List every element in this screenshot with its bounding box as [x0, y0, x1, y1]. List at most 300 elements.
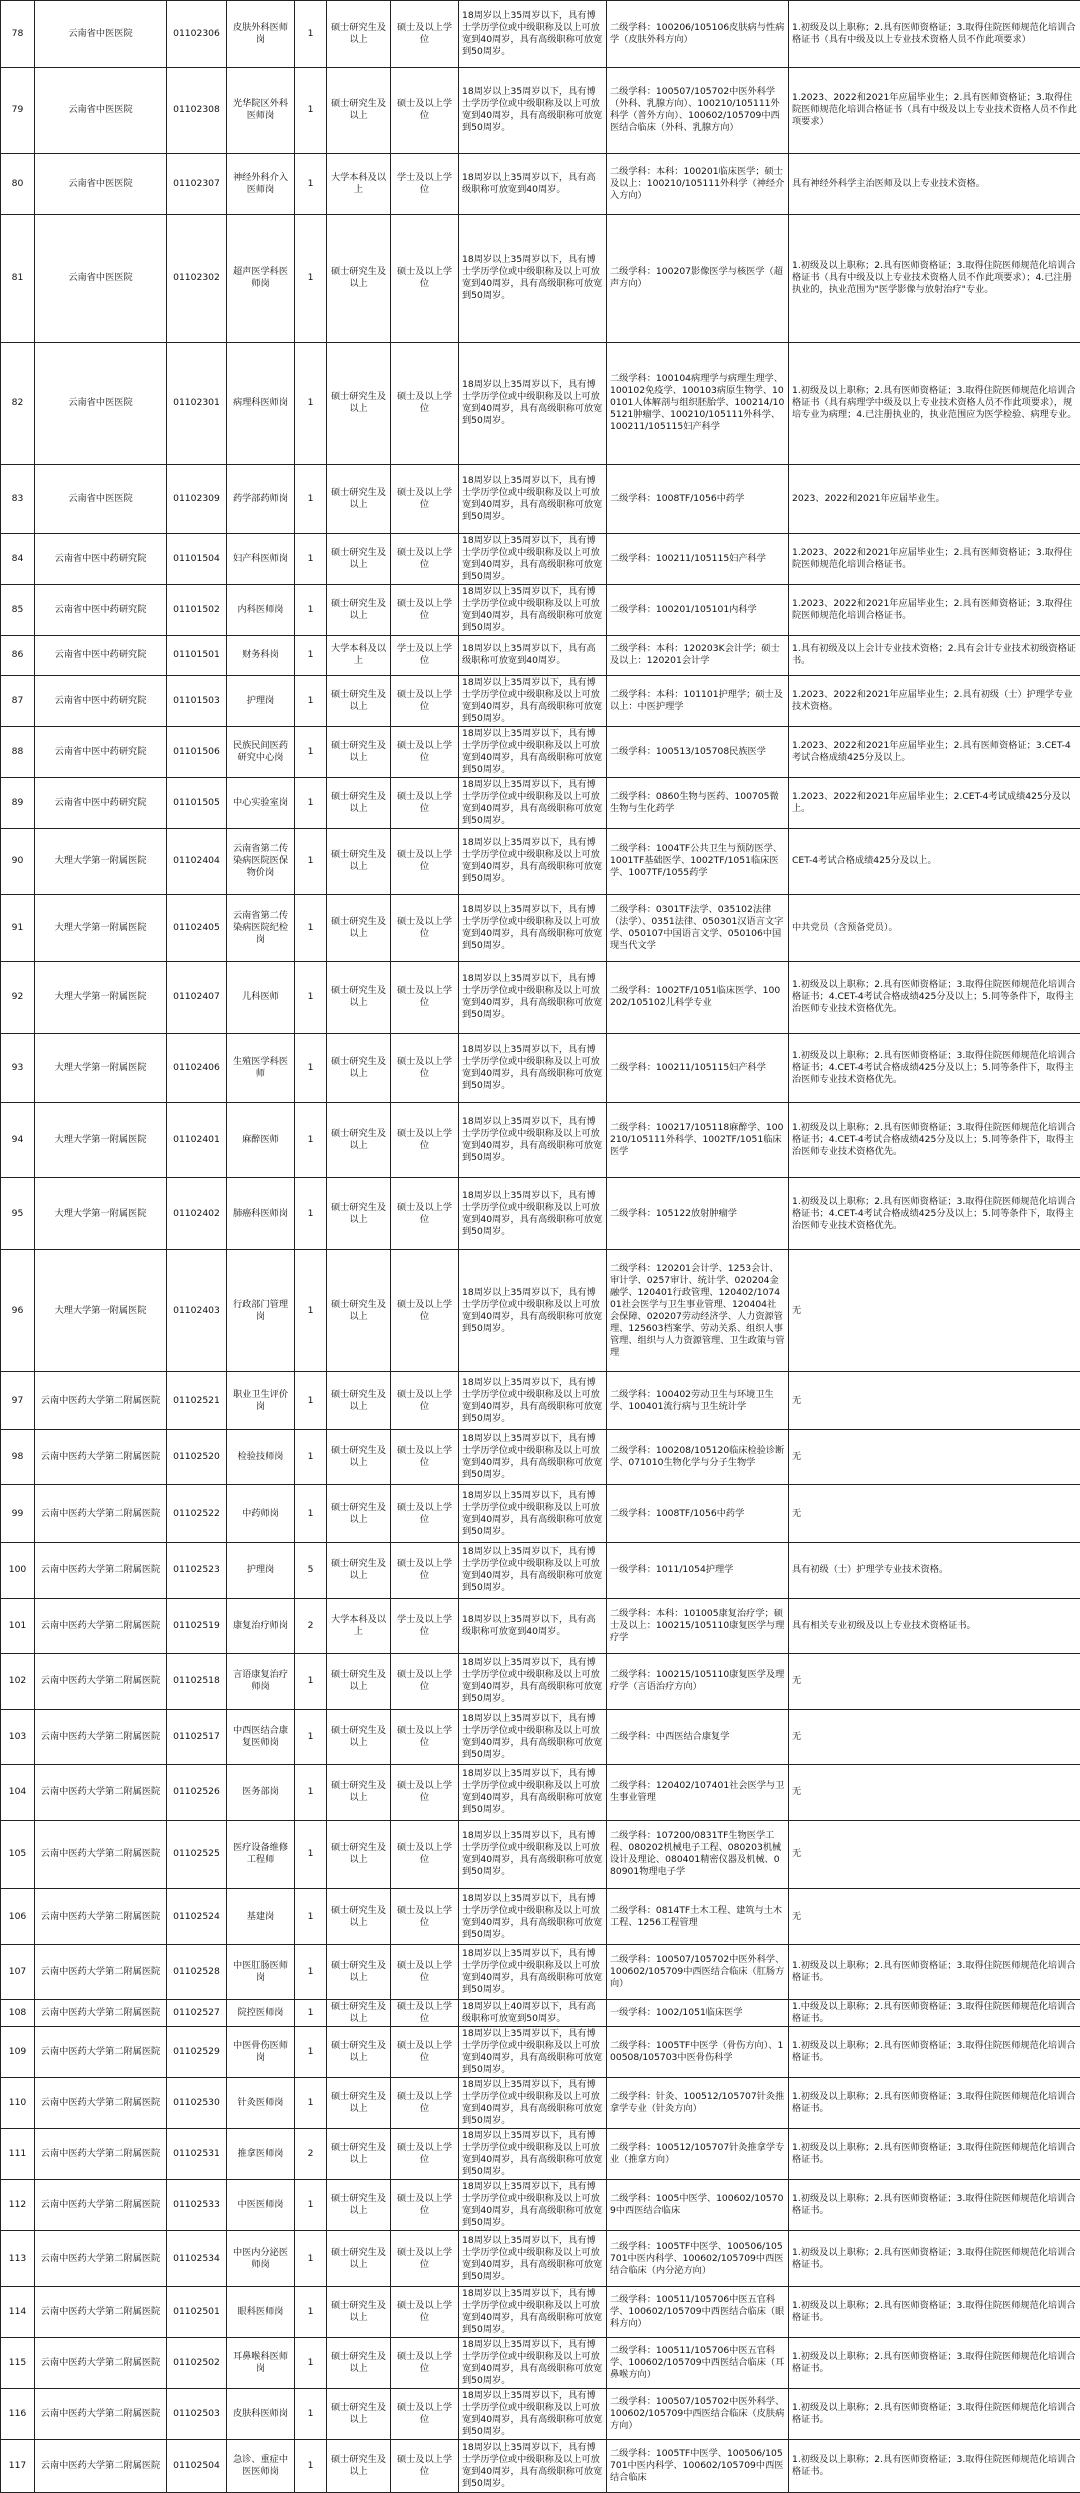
employer-unit: 云南中医药大学第二附属医院	[35, 2078, 167, 2129]
education-requirement: 硕士研究生及以上	[327, 2388, 391, 2439]
degree-requirement: 硕士及以上学位	[391, 2286, 459, 2337]
employer-unit: 云南中医药大学第二附属医院	[35, 1654, 167, 1709]
hire-count: 1	[295, 1102, 327, 1177]
other-requirements: 1.初级及以上职称；2.具有医师资格证；3.取得住院医师规范化培训合格证书。	[789, 2439, 1080, 2492]
other-requirements: 1.初级及以上职称；2.具有医师资格证；3.取得住院医师规范化培训合格证书。	[789, 2337, 1080, 2388]
post-code: 01102534	[167, 2231, 227, 2286]
other-requirements: 2023、2022和2021年应届毕业生。	[789, 464, 1080, 533]
table-row	[1, 2000, 1080, 2027]
post-name: 皮肤科医师岗	[227, 2388, 295, 2439]
other-requirements: 1.初级及以上职称；2.具有医师资格证；3.取得住院医师规范化培训合格证书；4.CET-4考试合格成绩425分及以上；5.同等条件下，取得主治医师专业技术资格优先。	[789, 1033, 1080, 1102]
employer-unit: 云南中医药大学第二附属医院	[35, 2000, 167, 2027]
degree-requirement: 硕士及以上学位	[391, 1429, 459, 1484]
table-row	[1, 1765, 1080, 1820]
age-requirement: 18周岁以上35周岁以下，具有博士学历学位或中级职称及以上可放宽到40周岁，具有高级职称可放宽到50周岁。	[459, 895, 607, 962]
degree-requirement: 硕士及以上学位	[391, 726, 459, 777]
table-row	[1, 2129, 1080, 2180]
row-number: 103	[1, 1709, 35, 1764]
degree-requirement: 硕士及以上学位	[391, 895, 459, 962]
degree-requirement: 硕士及以上学位	[391, 1102, 459, 1177]
post-name: 耳鼻喉科医师岗	[227, 2337, 295, 2388]
row-number: 95	[1, 1178, 35, 1250]
other-requirements: 1.2023、2022和2021年应届毕业生；2.具有医师资格证；3.CET-4考试合格成绩425分及以上。	[789, 726, 1080, 777]
hire-count: 1	[295, 777, 327, 828]
major-requirement: 二级学科：100207影像医学与核医学（超声方向）	[607, 215, 789, 343]
degree-requirement: 硕士及以上学位	[391, 67, 459, 154]
education-requirement: 硕士研究生及以上	[327, 1765, 391, 1820]
age-requirement: 18周岁以上35周岁以下，具有博士学历学位或中级职称及以上可放宽到40周岁，具有高级职称可放宽到50周岁。	[459, 2439, 607, 2492]
other-requirements: 1.初级及以上职称；2.具有医师资格证；3.取得住院医师规范化培训合格证书；4.CET-4考试合格成绩425分及以上；5.同等条件下，取得主治医师专业技术资格优先。	[789, 1102, 1080, 1177]
row-number: 114	[1, 2286, 35, 2337]
post-code: 01102307	[167, 154, 227, 215]
education-requirement: 硕士研究生及以上	[327, 215, 391, 343]
age-requirement: 18周岁以上35周岁以下，具有高级职称可放宽到40周岁。	[459, 635, 607, 675]
table-row	[1, 1178, 1080, 1250]
table-row	[1, 1102, 1080, 1177]
post-name: 行政部门管理岗	[227, 1250, 295, 1372]
employer-unit: 云南中医药大学第二附属医院	[35, 2027, 167, 2078]
education-requirement: 硕士研究生及以上	[327, 828, 391, 895]
age-requirement: 18周岁以上35周岁以下，具有博士学历学位或中级职称及以上可放宽到40周岁，具有高级职称可放宽到50周岁。	[459, 67, 607, 154]
post-code: 01102309	[167, 464, 227, 533]
other-requirements: 1.2023、2022和2021年应届毕业生；2.具有医师资格证；3.取得住院医师规范化培训合格证书。	[789, 533, 1080, 584]
table-row	[1, 1429, 1080, 1484]
other-requirements: 具有相关专业初级及以上专业技术资格证书。	[789, 1598, 1080, 1653]
major-requirement: 二级学科：105122放射肿瘤学	[607, 1178, 789, 1250]
major-requirement: 二级学科：中西医结合康复学	[607, 1709, 789, 1764]
post-name: 言语康复治疗师岗	[227, 1654, 295, 1709]
employer-unit: 云南省中医医院	[35, 1, 167, 68]
other-requirements: 1.中级及以上职称；2.具有医师资格证；3.取得住院医师规范化培训合格证书。	[789, 2000, 1080, 2027]
post-name: 眼科医师岗	[227, 2286, 295, 2337]
post-name: 急诊、重症中医医师岗	[227, 2439, 295, 2492]
post-name: 护理岗	[227, 1543, 295, 1598]
employer-unit: 云南中医药大学第二附属医院	[35, 2388, 167, 2439]
row-number: 79	[1, 67, 35, 154]
education-requirement: 硕士研究生及以上	[327, 2000, 391, 2027]
age-requirement: 18周岁以上35周岁以下，具有高级职称可放宽到40周岁。	[459, 1598, 607, 1653]
post-code: 01102521	[167, 1372, 227, 1430]
hire-count: 1	[295, 1654, 327, 1709]
major-requirement: 二级学科：100206/105106皮肤病与性病学（皮肤外科方向）	[607, 1, 789, 68]
row-number: 92	[1, 961, 35, 1033]
table-row	[1, 2337, 1080, 2388]
degree-requirement: 硕士及以上学位	[391, 1820, 459, 1889]
education-requirement: 硕士研究生及以上	[327, 1372, 391, 1430]
major-requirement: 二级学科：本科：101101护理学；硕士及以上：中医护理学	[607, 675, 789, 726]
post-name: 神经外科介入医师岗	[227, 154, 295, 215]
post-name: 职业卫生评价岗	[227, 1372, 295, 1430]
row-number: 88	[1, 726, 35, 777]
post-code: 01102527	[167, 2000, 227, 2027]
major-requirement: 二级学科：0860生物与医药、100705微生物与生化药学	[607, 777, 789, 828]
degree-requirement: 硕士及以上学位	[391, 2439, 459, 2492]
row-number: 108	[1, 2000, 35, 2027]
hire-count: 1	[295, 154, 327, 215]
other-requirements: 无	[789, 1709, 1080, 1764]
education-requirement: 硕士研究生及以上	[327, 961, 391, 1033]
degree-requirement: 硕士及以上学位	[391, 777, 459, 828]
hire-count: 1	[295, 635, 327, 675]
education-requirement: 硕士研究生及以上	[327, 2180, 391, 2231]
post-name: 医务部岗	[227, 1765, 295, 1820]
row-number: 81	[1, 215, 35, 343]
hire-count: 1	[295, 67, 327, 154]
education-requirement: 硕士研究生及以上	[327, 1102, 391, 1177]
post-code: 01102501	[167, 2286, 227, 2337]
age-requirement: 18周岁以上35周岁以下，具有博士学历学位或中级职称及以上可放宽到40周岁，具有高级职称可放宽到50周岁。	[459, 1, 607, 68]
row-number: 102	[1, 1654, 35, 1709]
degree-requirement: 学士及以上学位	[391, 154, 459, 215]
age-requirement: 18周岁以上35周岁以下，具有博士学历学位或中级职称及以上可放宽到40周岁，具有高级职称可放宽到50周岁。	[459, 2231, 607, 2286]
employer-unit: 云南中医药大学第二附属医院	[35, 2231, 167, 2286]
other-requirements: 无	[789, 1372, 1080, 1430]
other-requirements: 中共党员（含预备党员）。	[789, 895, 1080, 962]
hire-count: 1	[295, 895, 327, 962]
major-requirement: 二级学科：针灸、100512/105707针灸推拿学专业（针灸方向）	[607, 2078, 789, 2129]
post-code: 01102301	[167, 342, 227, 464]
hire-count: 1	[295, 342, 327, 464]
degree-requirement: 硕士及以上学位	[391, 1765, 459, 1820]
post-name: 中医内分泌医师岗	[227, 2231, 295, 2286]
other-requirements: 1.初级及以上职称；2.具有医师资格证；3.取得住院医师规范化培训合格证书（具有中级及以上专业技术资格人员不作此项要求）；4.已注册执业的，执业范围为"医学影像与放射治疗"专业。	[789, 215, 1080, 343]
hire-count: 1	[295, 1709, 327, 1764]
age-requirement: 18周岁以上35周岁以下，具有博士学历学位或中级职称及以上可放宽到40周岁，具有高级职称可放宽到50周岁。	[459, 1709, 607, 1764]
education-requirement: 硕士研究生及以上	[327, 1033, 391, 1102]
education-requirement: 硕士研究生及以上	[327, 895, 391, 962]
employer-unit: 大理大学第一附属医院	[35, 895, 167, 962]
hire-count: 1	[295, 1485, 327, 1543]
table-row	[1, 895, 1080, 962]
age-requirement: 18周岁以上35周岁以下，具有博士学历学位或中级职称及以上可放宽到40周岁，具有高级职称可放宽到50周岁。	[459, 1820, 607, 1889]
age-requirement: 18周岁以上35周岁以下，具有博士学历学位或中级职称及以上可放宽到40周岁，具有高级职称可放宽到50周岁。	[459, 726, 607, 777]
post-name: 中医骨伤医师岗	[227, 2027, 295, 2078]
post-code: 01102519	[167, 1598, 227, 1653]
major-requirement: 一级学科：1002/1051临床医学	[607, 2000, 789, 2027]
row-number: 89	[1, 777, 35, 828]
other-requirements: 1.初级及以上职称；2.具有医师资格证；3.取得住院医师规范化培训合格证书。	[789, 2078, 1080, 2129]
degree-requirement: 硕士及以上学位	[391, 675, 459, 726]
education-requirement: 硕士研究生及以上	[327, 1709, 391, 1764]
post-code: 01101506	[167, 726, 227, 777]
employer-unit: 大理大学第一附属医院	[35, 1250, 167, 1372]
education-requirement: 硕士研究生及以上	[327, 675, 391, 726]
degree-requirement: 硕士及以上学位	[391, 2129, 459, 2180]
hire-count: 1	[295, 1033, 327, 1102]
hire-count: 2	[295, 2129, 327, 2180]
degree-requirement: 硕士及以上学位	[391, 1033, 459, 1102]
row-number: 100	[1, 1543, 35, 1598]
employer-unit: 大理大学第一附属医院	[35, 828, 167, 895]
education-requirement: 硕士研究生及以上	[327, 584, 391, 635]
age-requirement: 18周岁以上35周岁以下，具有博士学历学位或中级职称及以上可放宽到40周岁，具有高级职称可放宽到50周岁。	[459, 1765, 607, 1820]
hire-count: 1	[295, 584, 327, 635]
other-requirements: 无	[789, 1820, 1080, 1889]
row-number: 113	[1, 2231, 35, 2286]
table-row	[1, 1889, 1080, 1944]
table-row	[1, 1944, 1080, 1999]
education-requirement: 硕士研究生及以上	[327, 342, 391, 464]
hire-count: 1	[295, 2078, 327, 2129]
employer-unit: 大理大学第一附属医院	[35, 1033, 167, 1102]
other-requirements: CET-4考试合格成绩425分及以上。	[789, 828, 1080, 895]
post-name: 中西医结合康复医师岗	[227, 1709, 295, 1764]
other-requirements: 1.初级及以上职称；2.具有医师资格证；3.取得住院医师规范化培训合格证书。	[789, 2180, 1080, 2231]
employer-unit: 云南省中医医院	[35, 215, 167, 343]
post-code: 01102530	[167, 2078, 227, 2129]
post-code: 01102404	[167, 828, 227, 895]
row-number: 84	[1, 533, 35, 584]
hire-count: 1	[295, 464, 327, 533]
hire-count: 5	[295, 1543, 327, 1598]
other-requirements: 1.具有初级及以上会计专业技术资格；2.具有会计专业技术初级资格证书。	[789, 635, 1080, 675]
major-requirement: 二级学科：107200/0831TF生物医学工程、080202机械电子工程、080203机械设计及理论、080401精密仪器及机械、080901物理电子学	[607, 1820, 789, 1889]
employer-unit: 云南省中医中药研究院	[35, 584, 167, 635]
hire-count: 1	[295, 533, 327, 584]
employer-unit: 云南中医药大学第二附属医院	[35, 2129, 167, 2180]
post-name: 财务科岗	[227, 635, 295, 675]
employer-unit: 大理大学第一附属医院	[35, 1178, 167, 1250]
education-requirement: 硕士研究生及以上	[327, 1889, 391, 1944]
education-requirement: 硕士研究生及以上	[327, 777, 391, 828]
other-requirements: 1.初级及以上职称；2.具有医师资格证；3.取得住院医师规范化培训合格证书。	[789, 2129, 1080, 2180]
table-row	[1, 828, 1080, 895]
table-row	[1, 2388, 1080, 2439]
employer-unit: 云南中医药大学第二附属医院	[35, 2286, 167, 2337]
major-requirement: 二级学科：100211/105115妇产科学	[607, 533, 789, 584]
post-code: 01102533	[167, 2180, 227, 2231]
other-requirements: 无	[789, 1250, 1080, 1372]
degree-requirement: 硕士及以上学位	[391, 1, 459, 68]
other-requirements: 无	[789, 1485, 1080, 1543]
employer-unit: 大理大学第一附属医院	[35, 1102, 167, 1177]
major-requirement: 二级学科：1005TF中医学、100506/105701中医内科学、100602/105709中西医结合临床	[607, 2439, 789, 2492]
employer-unit: 云南中医药大学第二附属医院	[35, 2180, 167, 2231]
education-requirement: 硕士研究生及以上	[327, 2286, 391, 2337]
degree-requirement: 硕士及以上学位	[391, 1372, 459, 1430]
hire-count: 1	[295, 961, 327, 1033]
major-requirement: 二级学科：1008TF/1056中药学	[607, 1485, 789, 1543]
employer-unit: 云南中医药大学第二附属医院	[35, 1944, 167, 1999]
post-name: 民族民间医药研究中心岗	[227, 726, 295, 777]
age-requirement: 18周岁以上35周岁以下，具有博士学历学位或中级职称及以上可放宽到40周岁，具有高级职称可放宽到50周岁。	[459, 1485, 607, 1543]
post-code: 01102525	[167, 1820, 227, 1889]
major-requirement: 二级学科：100201/105101内科学	[607, 584, 789, 635]
education-requirement: 硕士研究生及以上	[327, 1250, 391, 1372]
row-number: 112	[1, 2180, 35, 2231]
post-name: 院控医师岗	[227, 2000, 295, 2027]
education-requirement: 硕士研究生及以上	[327, 1178, 391, 1250]
post-code: 01102406	[167, 1033, 227, 1102]
degree-requirement: 硕士及以上学位	[391, 2180, 459, 2231]
post-code: 01102518	[167, 1654, 227, 1709]
education-requirement: 硕士研究生及以上	[327, 464, 391, 533]
employer-unit: 云南中医药大学第二附属医院	[35, 1889, 167, 1944]
education-requirement: 硕士研究生及以上	[327, 2027, 391, 2078]
major-requirement: 二级学科：1004TF公共卫生与预防医学、1001TF基础医学、1002TF/1051临床医学、1007TF/1055药学	[607, 828, 789, 895]
other-requirements: 1.初级及以上职称；2.具有医师资格证；3.取得住院医师规范化培训合格证书；4.CET-4考试合格成绩425分及以上；5.同等条件下，取得主治医师专业技术资格优先。	[789, 961, 1080, 1033]
degree-requirement: 硕士及以上学位	[391, 2000, 459, 2027]
post-name: 药学部药师岗	[227, 464, 295, 533]
post-name: 妇产科医师岗	[227, 533, 295, 584]
post-code: 01102308	[167, 67, 227, 154]
post-name: 生殖医学科医师	[227, 1033, 295, 1102]
degree-requirement: 学士及以上学位	[391, 635, 459, 675]
post-name: 儿科医师	[227, 961, 295, 1033]
hire-count: 1	[295, 215, 327, 343]
row-number: 94	[1, 1102, 35, 1177]
other-requirements: 1.2023、2022和2021年应届毕业生；2.具有医师资格证；3.取得住院医师规范化培训合格证书。	[789, 584, 1080, 635]
hire-count: 1	[295, 2337, 327, 2388]
age-requirement: 18周岁以上35周岁以下，具有博士学历学位或中级职称及以上可放宽到40周岁，具有高级职称可放宽到50周岁。	[459, 1178, 607, 1250]
employer-unit: 云南省中医医院	[35, 342, 167, 464]
employer-unit: 云南中医药大学第二附属医院	[35, 2337, 167, 2388]
age-requirement: 18周岁以上35周岁以下，具有博士学历学位或中级职称及以上可放宽到40周岁，具有高级职称可放宽到50周岁。	[459, 533, 607, 584]
education-requirement: 硕士研究生及以上	[327, 1485, 391, 1543]
degree-requirement: 硕士及以上学位	[391, 1178, 459, 1250]
post-name: 云南省第二传染病医院纪检岗	[227, 895, 295, 962]
post-code: 01101501	[167, 635, 227, 675]
table-row	[1, 675, 1080, 726]
age-requirement: 18周岁以上35周岁以下，具有博士学历学位或中级职称及以上可放宽到40周岁，具有高级职称可放宽到50周岁。	[459, 1372, 607, 1430]
major-requirement: 二级学科：100507/105702中医外科学、100602/105709中西医结合临床（肛肠方向）	[607, 1944, 789, 1999]
post-code: 01102523	[167, 1543, 227, 1598]
education-requirement: 硕士研究生及以上	[327, 1, 391, 68]
post-code: 01102405	[167, 895, 227, 962]
post-code: 01102403	[167, 1250, 227, 1372]
row-number: 109	[1, 2027, 35, 2078]
post-name: 检验技师岗	[227, 1429, 295, 1484]
education-requirement: 硕士研究生及以上	[327, 2078, 391, 2129]
table-row	[1, 1485, 1080, 1543]
hire-count: 1	[295, 2027, 327, 2078]
other-requirements: 1.2023、2022和2021年应届毕业生；2.CET-4考试成绩425分及以上。	[789, 777, 1080, 828]
post-code: 01102526	[167, 1765, 227, 1820]
post-name: 针灸医师岗	[227, 2078, 295, 2129]
hire-count: 1	[295, 1178, 327, 1250]
age-requirement: 18周岁以上35周岁以下，具有博士学历学位或中级职称及以上可放宽到40周岁，具有高级职称可放宽到50周岁。	[459, 584, 607, 635]
education-requirement: 硕士研究生及以上	[327, 1944, 391, 1999]
table-row	[1, 1598, 1080, 1653]
other-requirements: 1.初级及以上职称；2.具有医师资格证；3.取得住院医师规范化培训合格证书（具有病理学中级及以上专业技术资格人员不作此项要求），规培专业为病理；4.已注册执业的，执业范围应为医学检验、病理专业。	[789, 342, 1080, 464]
hire-count: 1	[295, 1372, 327, 1430]
age-requirement: 18周岁以上35周岁以下，具有博士学历学位或中级职称及以上可放宽到40周岁，具有高级职称可放宽到50周岁。	[459, 2337, 607, 2388]
education-requirement: 硕士研究生及以上	[327, 2439, 391, 2492]
other-requirements: 无	[789, 1654, 1080, 1709]
education-requirement: 硕士研究生及以上	[327, 1654, 391, 1709]
major-requirement: 二级学科：100402劳动卫生与环境卫生学、100401流行病与卫生统计学	[607, 1372, 789, 1430]
hire-count: 1	[295, 2439, 327, 2492]
major-requirement: 二级学科：1005TF中医学（骨伤方向）、100508/105703中医骨伤科学	[607, 2027, 789, 2078]
row-number: 78	[1, 1, 35, 68]
post-name: 皮肤外科医师岗	[227, 1, 295, 68]
age-requirement: 18周岁以上35周岁以下，具有博士学历学位或中级职称及以上可放宽到40周岁，具有高级职称可放宽到50周岁。	[459, 215, 607, 343]
post-name: 中药师岗	[227, 1485, 295, 1543]
other-requirements: 1.初级及以上职称；2.具有医师资格证；3.取得住院医师规范化培训合格证书。	[789, 2231, 1080, 2286]
degree-requirement: 硕士及以上学位	[391, 2027, 459, 2078]
degree-requirement: 硕士及以上学位	[391, 1543, 459, 1598]
table-row	[1, 67, 1080, 154]
hire-count: 1	[295, 726, 327, 777]
major-requirement: 二级学科：100513/105708民族医学	[607, 726, 789, 777]
degree-requirement: 硕士及以上学位	[391, 1944, 459, 1999]
table-row	[1, 961, 1080, 1033]
employer-unit: 云南中医药大学第二附属医院	[35, 1372, 167, 1430]
employer-unit: 云南中医药大学第二附属医院	[35, 1598, 167, 1653]
education-requirement: 硕士研究生及以上	[327, 533, 391, 584]
post-name: 病理科医师岗	[227, 342, 295, 464]
employer-unit: 云南省中医中药研究院	[35, 635, 167, 675]
table-row	[1, 635, 1080, 675]
post-code: 01102522	[167, 1485, 227, 1543]
major-requirement: 二级学科：本科：100201临床医学；硕士及以上：100210/105111外科学（神经介入方向）	[607, 154, 789, 215]
table-body	[1, 1, 1080, 2493]
degree-requirement: 硕士及以上学位	[391, 2078, 459, 2129]
post-code: 01102528	[167, 1944, 227, 1999]
post-code: 01102306	[167, 1, 227, 68]
age-requirement: 18周岁以上40周岁以下，具有高级职称可放宽到50周岁。	[459, 2000, 607, 2027]
employer-unit: 云南中医药大学第二附属医院	[35, 1820, 167, 1889]
degree-requirement: 硕士及以上学位	[391, 215, 459, 343]
employer-unit: 云南省中医中药研究院	[35, 777, 167, 828]
hire-count: 1	[295, 1765, 327, 1820]
age-requirement: 18周岁以上35周岁以下，具有博士学历学位或中级职称及以上可放宽到40周岁，具有高级职称可放宽到50周岁。	[459, 961, 607, 1033]
employer-unit: 云南省中医医院	[35, 154, 167, 215]
row-number: 83	[1, 464, 35, 533]
major-requirement: 二级学科：100507/105702中医外科学（外科、乳腺方向）、100210/105111外科学（普外方向）、100602/105709中西医结合临床（外科、乳腺方向）	[607, 67, 789, 154]
row-number: 107	[1, 1944, 35, 1999]
table-row	[1, 2439, 1080, 2492]
row-number: 85	[1, 584, 35, 635]
major-requirement: 二级学科：1002TF/1051临床医学、100202/105102儿科学专业	[607, 961, 789, 1033]
degree-requirement: 硕士及以上学位	[391, 1709, 459, 1764]
major-requirement: 二级学科：1008TF/1056中药学	[607, 464, 789, 533]
other-requirements: 1.初级及以上职称；2.具有医师资格证；3.取得住院医师规范化培训合格证书。	[789, 2027, 1080, 2078]
major-requirement: 二级学科：0814TF土木工程、建筑与土木工程、1256工程管理	[607, 1889, 789, 1944]
hire-count: 1	[295, 2388, 327, 2439]
degree-requirement: 硕士及以上学位	[391, 342, 459, 464]
row-number: 80	[1, 154, 35, 215]
age-requirement: 18周岁以上35周岁以下，具有博士学历学位或中级职称及以上可放宽到40周岁，具有高级职称可放宽到50周岁。	[459, 828, 607, 895]
age-requirement: 18周岁以上35周岁以下，具有博士学历学位或中级职称及以上可放宽到40周岁，具有高级职称可放宽到50周岁。	[459, 2078, 607, 2129]
hire-count: 1	[295, 2000, 327, 2027]
post-code: 01102502	[167, 2337, 227, 2388]
post-code: 01102504	[167, 2439, 227, 2492]
major-requirement: 二级学科：0301TF法学、035102法律（法学）、0351法律、050301汉语言文字学、050107中国语言文学、050106中国现当代文学	[607, 895, 789, 962]
other-requirements: 1.初级及以上职称；2.具有医师资格证；3.取得住院医师规范化培训合格证书（具有中级及以上专业技术资格人员不作此项要求）	[789, 1, 1080, 68]
employer-unit: 云南中医药大学第二附属医院	[35, 1543, 167, 1598]
table-row	[1, 1820, 1080, 1889]
major-requirement: 二级学科：120402/107401社会医学与卫生事业管理	[607, 1765, 789, 1820]
employer-unit: 云南省中医医院	[35, 464, 167, 533]
row-number: 93	[1, 1033, 35, 1102]
education-requirement: 硕士研究生及以上	[327, 2129, 391, 2180]
row-number: 90	[1, 828, 35, 895]
table-row	[1, 1033, 1080, 1102]
other-requirements: 无	[789, 1889, 1080, 1944]
major-requirement: 二级学科：100208/105120临床检验诊断学、071010生物化学与分子生物学	[607, 1429, 789, 1484]
table-row	[1, 1372, 1080, 1430]
table-row	[1, 584, 1080, 635]
post-code: 01101502	[167, 584, 227, 635]
post-code: 01102517	[167, 1709, 227, 1764]
major-requirement: 二级学科：1005中医学、100602/105709中西医结合临床	[607, 2180, 789, 2231]
row-number: 82	[1, 342, 35, 464]
table-row	[1, 1, 1080, 68]
age-requirement: 18周岁以上35周岁以下，具有博士学历学位或中级职称及以上可放宽到40周岁，具有高级职称可放宽到50周岁。	[459, 1944, 607, 1999]
employer-unit: 云南中医药大学第二附属医院	[35, 1709, 167, 1764]
hire-count: 1	[295, 1820, 327, 1889]
